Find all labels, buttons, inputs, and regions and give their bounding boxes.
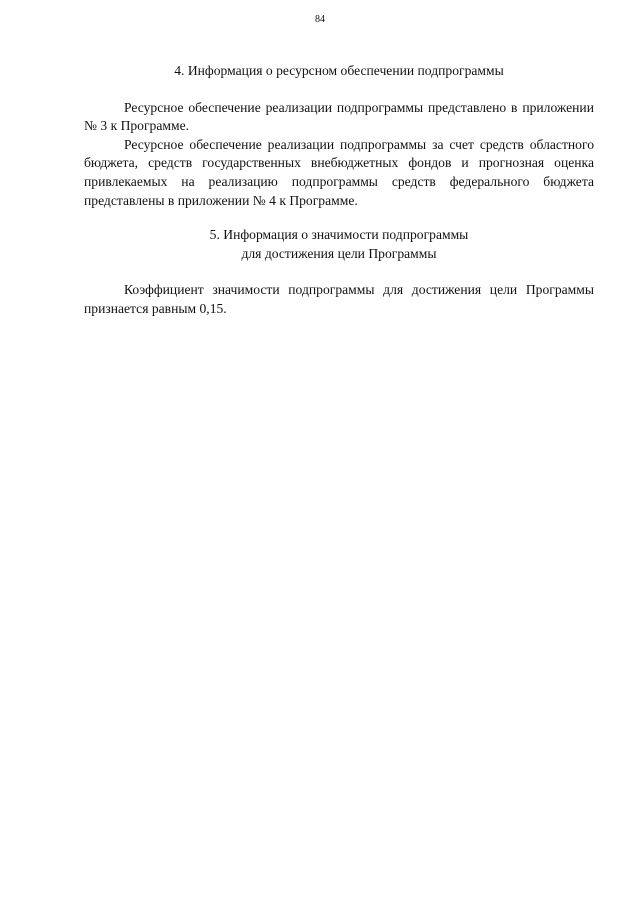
page-number: 84 bbox=[315, 14, 325, 25]
section-5-heading-line-1: 5. Информация о значимости подпрограммы bbox=[209, 227, 469, 243]
section-4-heading: 4. Информация о ресурсном обеспечении подпрограммы bbox=[174, 63, 504, 78]
section-5-heading-line-2: для достижения цели Программы bbox=[241, 245, 437, 261]
section-5-heading bbox=[84, 226, 594, 263]
page-content bbox=[84, 62, 594, 319]
section-5-paragraph-1: Коэффициент значимости подпрограммы для достижения цели Программы признается равным 0,15. bbox=[84, 282, 594, 316]
section-4-paragraph-2: Ресурсное обеспечение реализации подпрограммы за счет средств областного бюджета, средств государственных внебюджетных фондов и прогнозная оценка привлекаемых на реализацию подпрограммы средств федерального бюджета представлены в приложении № 4 к Программе. bbox=[84, 136, 594, 208]
section-4-paragraph-1: Ресурсное обеспечение реализации подпрограммы представлено в приложении № 3 к Программе. bbox=[84, 99, 594, 134]
